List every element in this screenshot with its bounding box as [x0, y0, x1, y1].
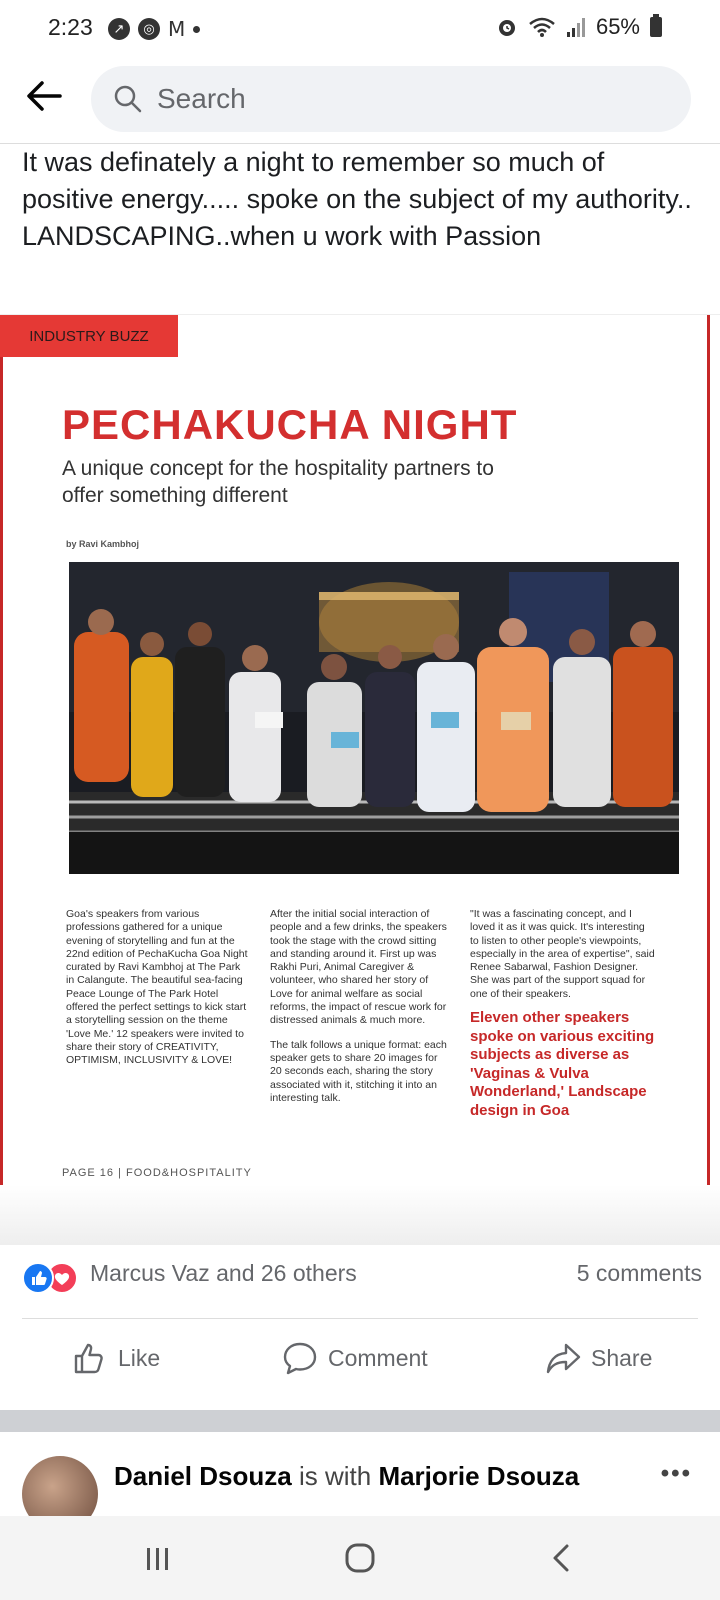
search-icon — [113, 84, 143, 114]
dot-icon — [193, 26, 200, 33]
article-pullquote: Eleven other speakers spoke on various exciting subjects as diverse as 'Vaginas & Vulva Wonderland,' Landscape design in Goa — [470, 1009, 655, 1119]
system-back-icon[interactable] — [550, 1543, 572, 1573]
comment-button[interactable] — [282, 1340, 428, 1376]
article-paragraph: "It was a fascinating concept, and I loved it as it was quick. It's interesting to listen to other people's viewpoints, especially in the area of expertise", said Renee Sabarwal, Fashion Designer. She was part of the support squad for one of their speakers. — [470, 908, 655, 1000]
article-column-2 — [270, 908, 450, 1116]
like-reaction-icon — [22, 1262, 54, 1294]
comment-icon — [282, 1340, 318, 1376]
section-tag: INDUSTRY BUZZ — [0, 315, 178, 357]
more-options-icon[interactable]: ••• — [660, 1460, 692, 1487]
wifi-icon — [528, 16, 556, 38]
share-button[interactable] — [545, 1340, 652, 1376]
like-label: Like — [118, 1344, 161, 1371]
article-headline: PECHAKUCHA NIGHT — [62, 401, 518, 448]
comments-count[interactable]: 5 comments — [576, 1260, 702, 1286]
messenger-icon: ↗ — [108, 18, 130, 40]
article-column-1: Goa's speakers from various professions gathered for a unique evening of storytelling and fun at the 22nd edition of PechaKucha Goa Night curated by Ravi Kambhoj at The Park in Calangute. The beautiful sea-facing Peace Lounge of The Park Hotel offered the perfect settings to kick start a storytelling session on the theme 'Love Me.' 12 speakers were invited to share their story of CREATIVITY, OPTIMISM, INCLUSIVITY & LOVE! — [66, 908, 248, 1067]
page-shadow — [0, 1185, 720, 1245]
status-bar — [0, 0, 720, 62]
article-subhead: A unique concept for the hospitality partners to offer something different — [62, 457, 494, 507]
post-actions — [0, 1340, 720, 1400]
search-input[interactable] — [91, 66, 691, 132]
battery-percent: 65% — [595, 14, 640, 39]
battery-icon — [650, 17, 662, 37]
author-name[interactable]: Daniel Dsouza — [114, 1461, 292, 1491]
article-paragraph: The talk follows a unique format: each speaker gets to share 20 images for 20 seconds each, sharing the story associated with it, stitching it into an interesting talk. — [270, 1038, 447, 1104]
article-byline: by Ravi Kambhoj — [66, 539, 140, 549]
avatar[interactable] — [22, 1456, 98, 1516]
chrome-icon: ◎ — [138, 18, 160, 40]
article-paragraph: After the initial social interaction of people and a few drinks, the speakers took the stage with the crowd sitting and standing around it. First up was Rakhi Puri, Animal Caregiver & volunteer, who shared her story of Love for animal welfare as social reforms, the impact of rescue work for distressed animals & much more. — [270, 908, 447, 1027]
gmail-icon: M — [168, 17, 186, 41]
post-caption: It was definately a night to remember so much of positive energy..... spoke on the subject of my authority.. LANDSCAPING..when u work with Passion — [22, 147, 692, 251]
status-time: 2:23 — [48, 14, 93, 40]
top-bar — [0, 62, 720, 132]
home-icon[interactable] — [345, 1543, 375, 1573]
page-footer: PAGE 16 | FOOD&HOSPITALITY — [62, 1167, 252, 1179]
comment-label: Comment — [328, 1344, 428, 1371]
search-placeholder: Search — [157, 83, 246, 114]
tagged-name[interactable]: Marjorie Dsouza — [378, 1461, 580, 1491]
status-right — [496, 14, 662, 40]
share-label: Share — [591, 1344, 653, 1371]
back-arrow-icon[interactable] — [22, 74, 66, 118]
article-column-3 — [470, 908, 655, 1120]
group-photo-illustration — [69, 562, 679, 874]
next-post-header — [0, 1432, 720, 1516]
with-text: is with — [298, 1461, 372, 1491]
signal-icon — [566, 16, 586, 38]
notification-icons — [108, 17, 200, 41]
reactions-row[interactable] — [22, 1258, 702, 1298]
feed-separator — [0, 1410, 720, 1432]
thumbs-up-icon — [72, 1340, 108, 1376]
share-icon — [545, 1340, 581, 1376]
post-image[interactable] — [0, 314, 720, 1245]
system-nav-bar — [0, 1516, 720, 1600]
like-button[interactable] — [72, 1340, 160, 1376]
group-photo — [69, 562, 679, 874]
recents-icon[interactable] — [145, 1546, 171, 1572]
alarm-icon — [496, 16, 518, 38]
post-author-line — [114, 1460, 634, 1492]
reaction-names[interactable]: Marcus Vaz and 26 others — [90, 1260, 357, 1286]
divider — [22, 1318, 698, 1319]
